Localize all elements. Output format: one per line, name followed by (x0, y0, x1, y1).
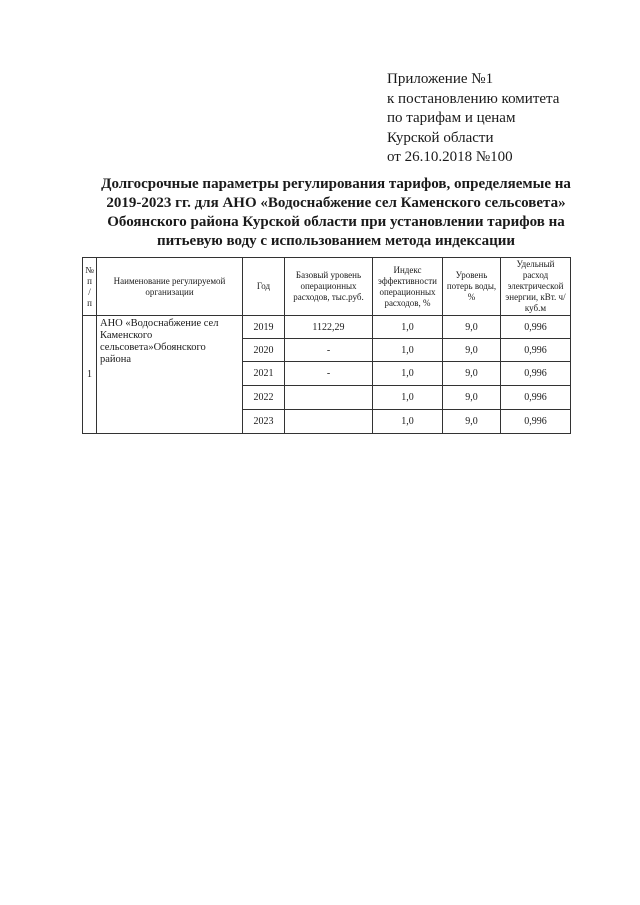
cell-energy-consumption: 0,996 (501, 410, 571, 434)
cell-year: 2022 (243, 386, 285, 410)
title-line: Обоянского района Курской области при установлении тарифов на (107, 214, 565, 230)
cell-water-losses: 9,0 (443, 386, 501, 410)
header-number: № п / п (83, 258, 97, 316)
cell-water-losses: 9,0 (443, 316, 501, 339)
cell-year: 2020 (243, 339, 285, 362)
cell-energy-consumption: 0,996 (501, 339, 571, 362)
cell-efficiency-index: 1,0 (373, 386, 443, 410)
appendix-line: Приложение №1 (387, 71, 494, 87)
header-water-losses: Уровень потерь воды, % (443, 258, 501, 316)
cell-base-costs (285, 386, 373, 410)
header-base-costs: Базовый уровень операционных расходов, тыс.руб. (285, 258, 373, 316)
row-number: 1 (83, 316, 97, 434)
title-line: 2019-2023 гг. для АНО «Водоснабжение сел Каменского сельсовета» (106, 195, 566, 211)
appendix-reference (387, 70, 627, 168)
table-header-row (83, 258, 571, 316)
cell-energy-consumption: 0,996 (501, 386, 571, 410)
title-line: Долгосрочные параметры регулирования тарифов, определяемые на (101, 176, 571, 192)
header-energy-consumption: Удельный расход электрической энергии, кВт. ч/куб.м (501, 258, 571, 316)
cell-energy-consumption: 0,996 (501, 362, 571, 386)
table-row (83, 316, 571, 339)
cell-year: 2023 (243, 410, 285, 434)
cell-base-costs (285, 410, 373, 434)
appendix-line: к постановлению комитета (387, 90, 560, 107)
cell-efficiency-index: 1,0 (373, 410, 443, 434)
header-efficiency-index: Индекс эффективности операционных расходов, % (373, 258, 443, 316)
appendix-line: Курской области (387, 129, 494, 146)
cell-year: 2019 (243, 316, 285, 339)
cell-efficiency-index: 1,0 (373, 316, 443, 339)
cell-base-costs: - (285, 362, 373, 386)
organization-name: АНО «Водоснабжение сел Каменского сельсовета»Обоянского района (97, 316, 243, 434)
document-title (96, 175, 576, 251)
cell-base-costs: - (285, 339, 373, 362)
title-line: питьевую воду с использованием метода индексации (156, 233, 516, 249)
cell-efficiency-index: 1,0 (373, 339, 443, 362)
cell-water-losses: 9,0 (443, 339, 501, 362)
parameters-table (82, 257, 571, 434)
cell-efficiency-index: 1,0 (373, 362, 443, 386)
header-organization: Наименование регулируемой организации (97, 258, 243, 316)
appendix-line: от 26.10.2018 №100 (387, 149, 513, 165)
cell-water-losses: 9,0 (443, 410, 501, 434)
cell-water-losses: 9,0 (443, 362, 501, 386)
cell-energy-consumption: 0,996 (501, 316, 571, 339)
cell-year: 2021 (243, 362, 285, 386)
appendix-line: по тарифам и ценам (387, 110, 516, 126)
header-year: Год (243, 258, 285, 316)
cell-base-costs: 1122,29 (285, 316, 373, 339)
